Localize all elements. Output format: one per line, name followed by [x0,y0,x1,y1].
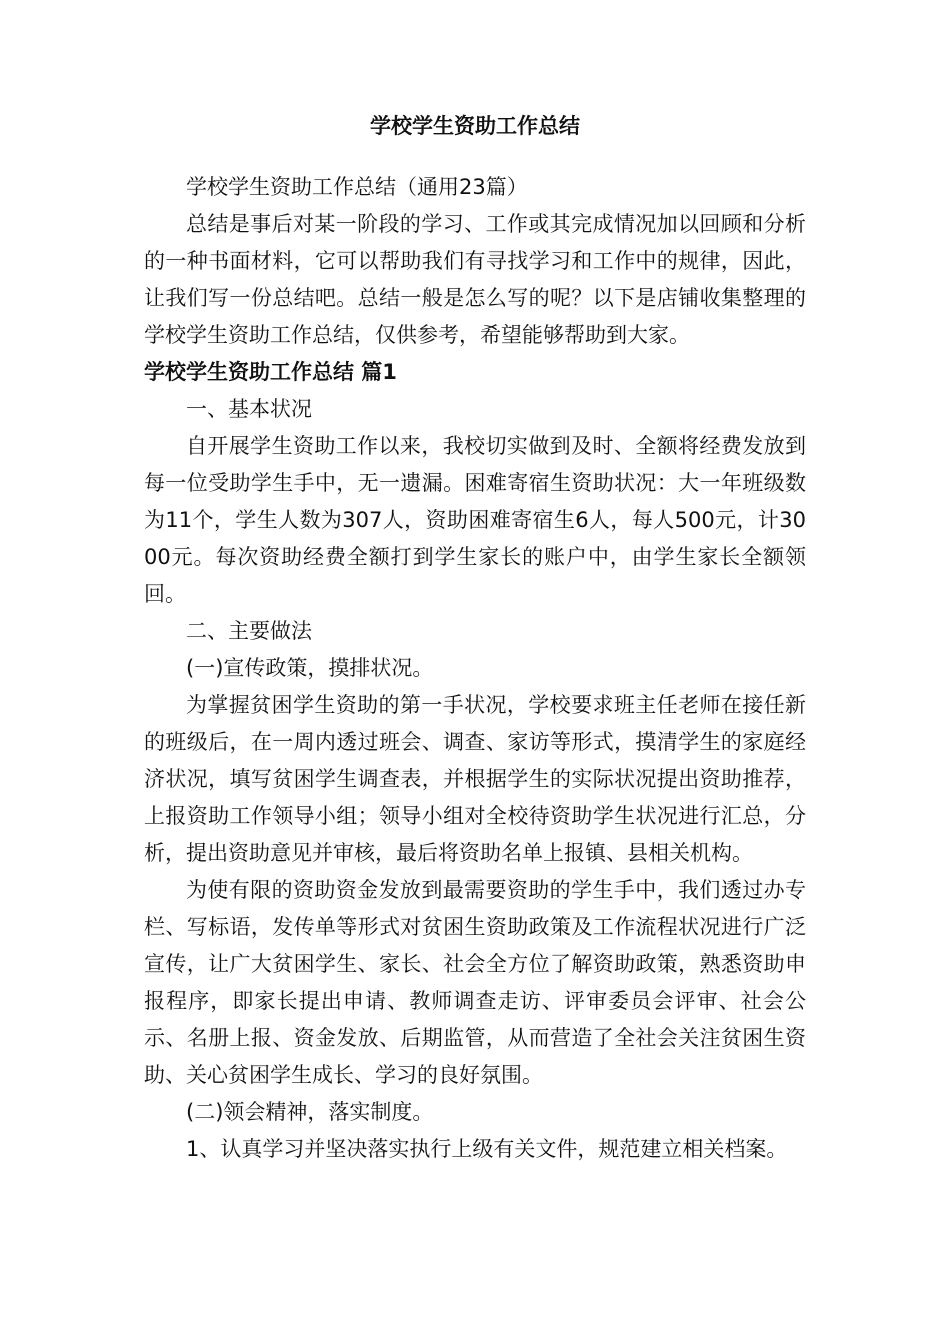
body-paragraph: 为掌握贫困学生资助的第一手状况，学校要求班主任老师在接任新的班级后，在一周内透过班会、调查、家访等形式，摸清学生的家庭经济状况，填写贫困学生调查表，并根据学生的实际状况提出资助推荐，上报资助工作领导小组；领导小组对全校待资助学生状况进行汇总，分析，提出资助意见并审核，最后将资助名单上报镇、县相关机构。 [144,693,806,865]
body-paragraph: 自开展学生资助工作以来，我校切实做到及时、全额将经费发放到每一位受助学生手中，无一遗漏。困难寄宿生资助状况：大一年班级数为11个，学生人数为307人，资助困难寄宿生6人，每人500元，计3000元。每次资助经费全额打到学生家长的账户中，由学生家长全额领回。 [144,434,806,606]
body-paragraph: 1、认真学习并坚决落实执行上级有关文件，规范建立相关档案。 [186,1137,788,1161]
document-body [144,108,806,1168]
subheading-policy-promotion: (一)宣传政策，摸排状况。 [186,656,434,680]
subheading-implement-system: (二)领会精神，落实制度。 [186,1100,434,1124]
subheading-main-methods: 二、主要做法 [186,619,312,643]
document-title: 学校学生资助工作总结 [370,114,580,138]
subheading-basic-status: 一、基本状况 [186,397,312,421]
body-paragraph: 为使有限的资助资金发放到最需要资助的学生手中，我们透过办专栏、写标语，发传单等形式对贫困生资助政策及工作流程状况进行广泛宣传，让广大贫困学生、家长、社会全方位了解资助政策，熟悉资助申报程序，即家长提出申请、教师调查走访、评审委员会评审、社会公示、名册上报、资金发放、后期监管，从而营造了全社会关注贫困生资助、关心贫困学生成长、学习的良好氛围。 [144,878,806,1087]
section-heading: 学校学生资助工作总结 篇1 [144,360,397,384]
intro-paragraph: 总结是事后对某一阶段的学习、工作或其完成情况加以回顾和分析的一种书面材料，它可以帮助我们有寻找学习和工作中的规律，因此，让我们写一份总结吧。总结一般是怎么写的呢？以下是店铺收集整理的学校学生资助工作总结，仅供参考，希望能够帮助到大家。 [144,212,806,347]
subtitle-paragraph: 学校学生资助工作总结（通用23篇） [186,175,528,199]
